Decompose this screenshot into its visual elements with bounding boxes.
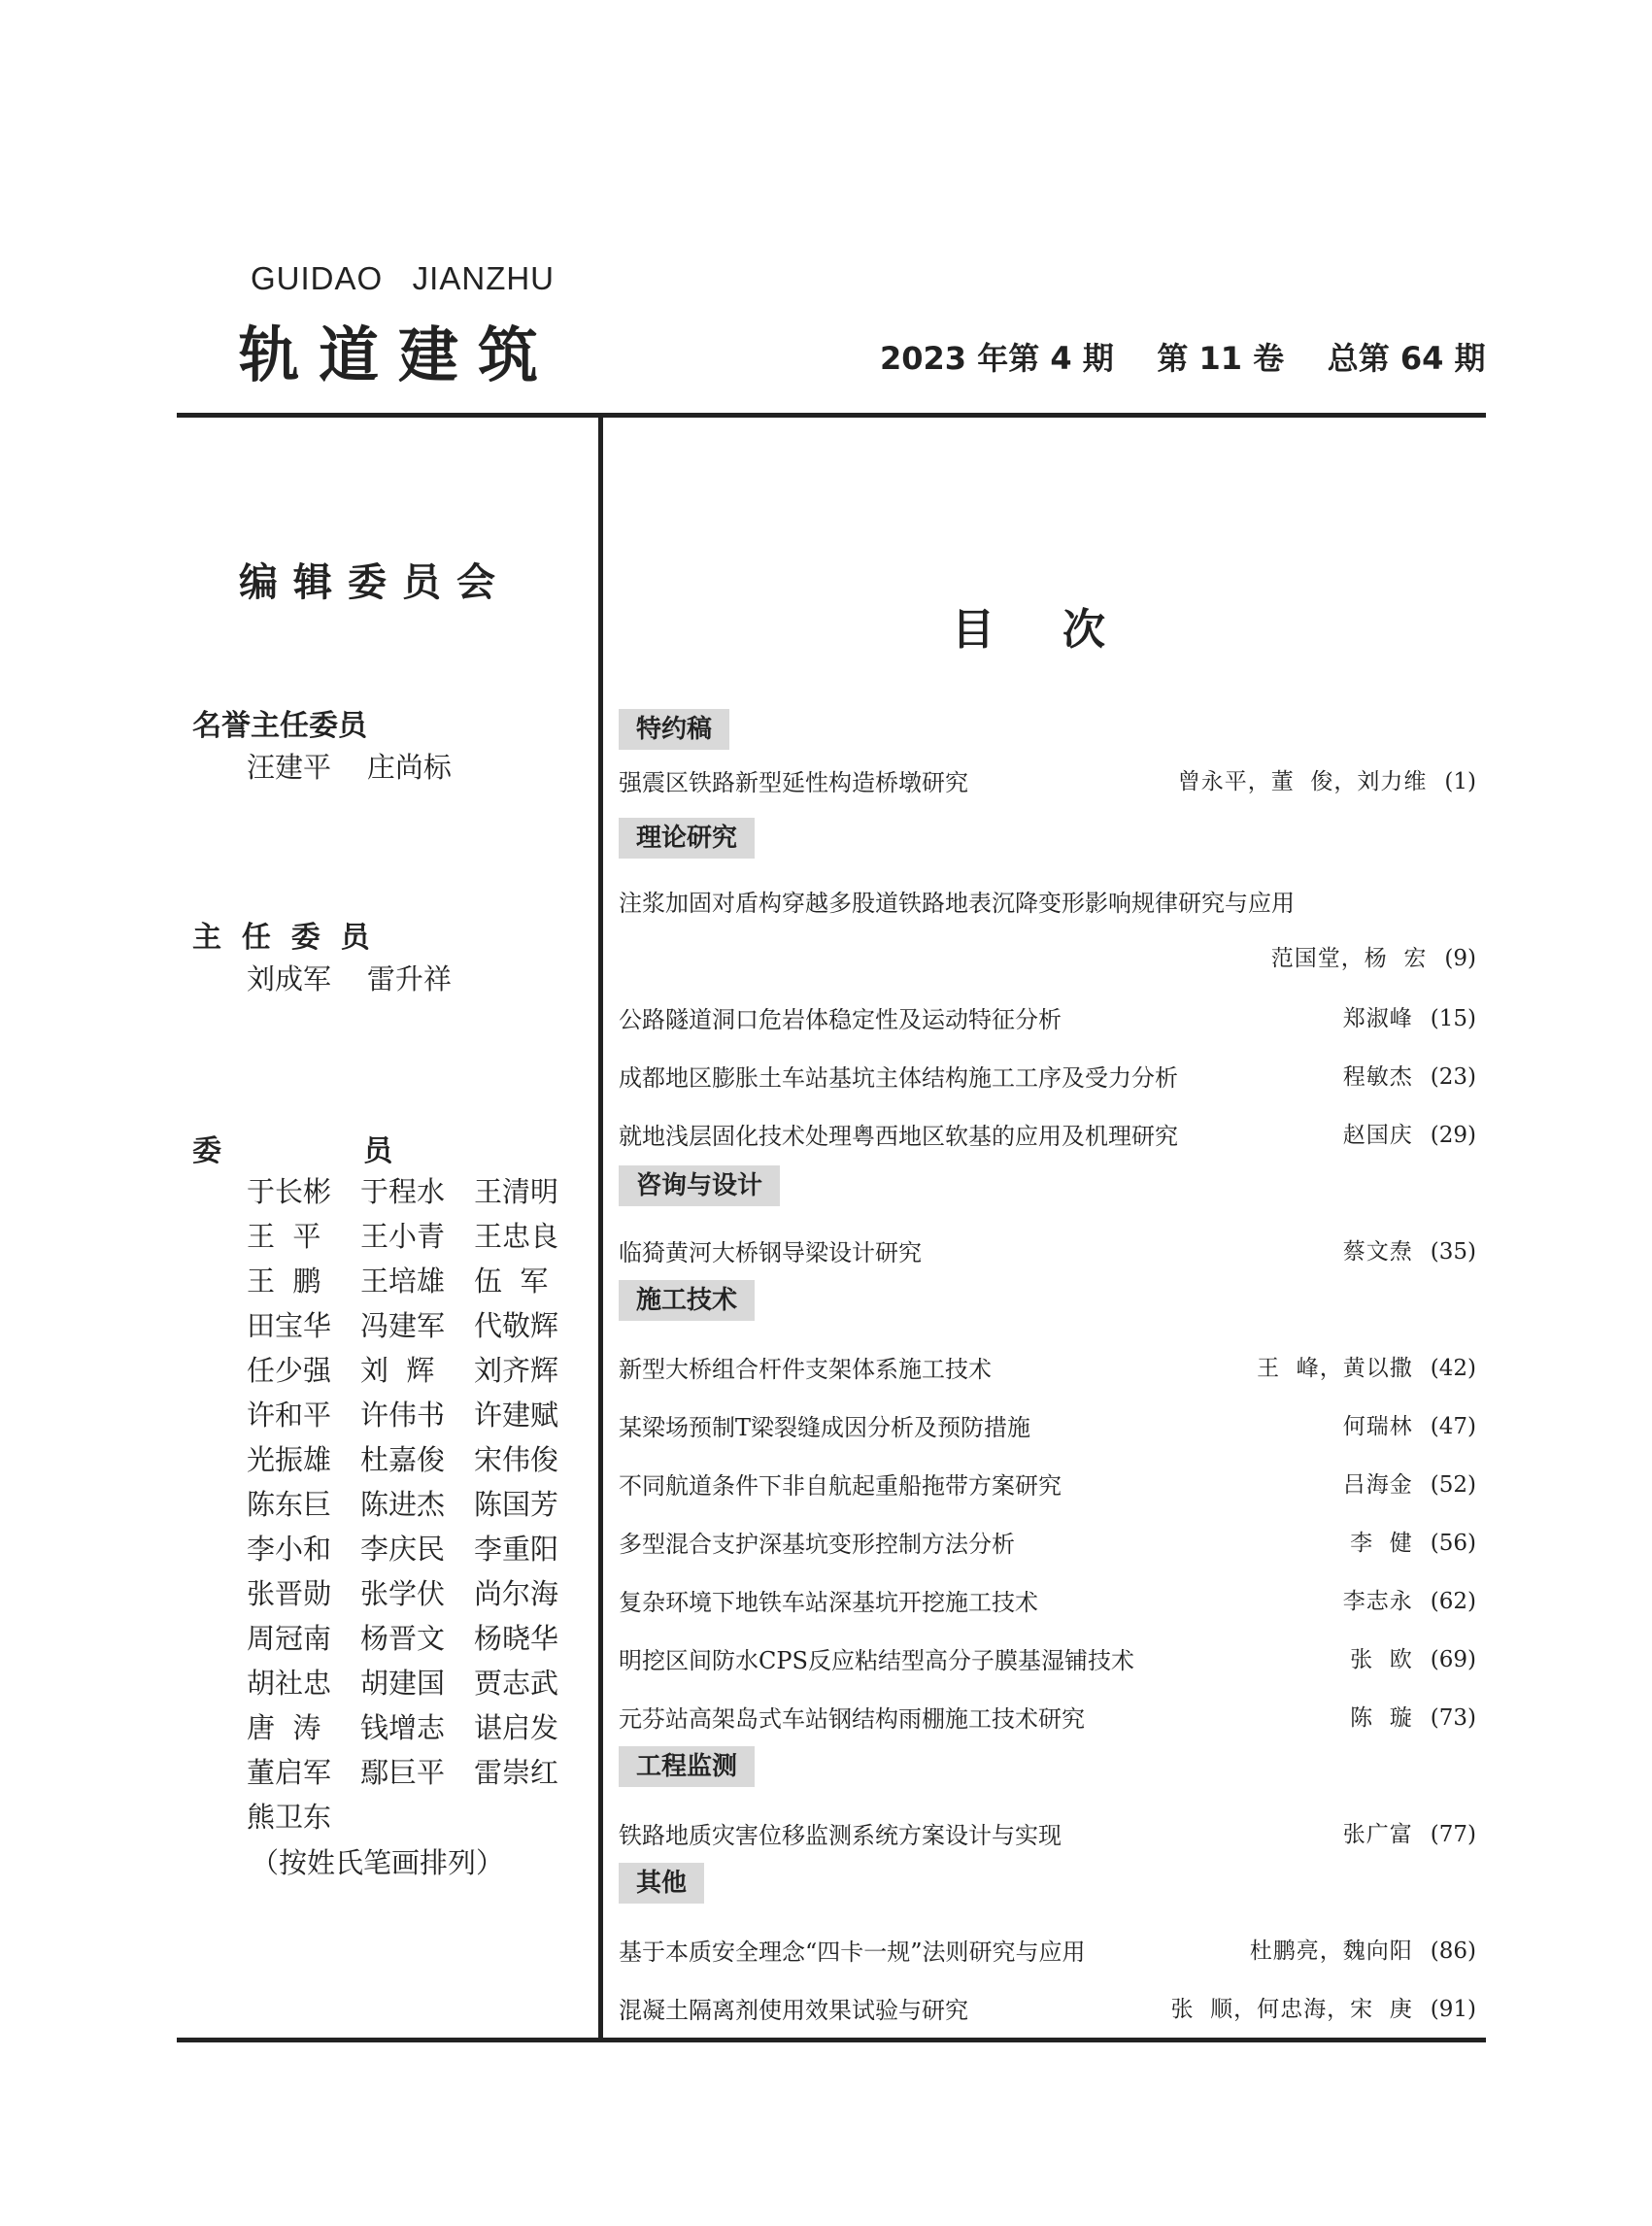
bottom-rule bbox=[177, 2038, 1486, 2042]
toc-entry-meta bbox=[1178, 763, 1476, 795]
member-name: 胡社忠 bbox=[247, 1667, 332, 1700]
toc-entry-page: (15) bbox=[1430, 1006, 1476, 1031]
toc-entry-title[interactable]: 基于本质安全理念“四卡一规”法则研究与应用 bbox=[619, 1939, 1086, 1966]
toc-entry-authors: 张广富 bbox=[1342, 1822, 1413, 1847]
committee-title: 编辑委员会 bbox=[239, 560, 511, 605]
toc-entry-meta bbox=[1350, 1525, 1476, 1557]
member-name: 于程水 bbox=[360, 1175, 446, 1208]
member-name: 冯建军 bbox=[360, 1309, 446, 1342]
member-name: 张学伏 bbox=[360, 1577, 446, 1610]
toc-entry-meta bbox=[1343, 1583, 1476, 1615]
toc-section-tag: 特约稿 bbox=[619, 709, 729, 750]
member-name: 宋伟俊 bbox=[474, 1443, 559, 1476]
member-name: 陈进杰 bbox=[360, 1488, 446, 1521]
director-label: 主 任 委 员 bbox=[192, 921, 370, 955]
toc-section-tag: 咨询与设计 bbox=[619, 1165, 780, 1206]
toc-entry-title[interactable]: 多型混合支护深基坑变形控制方法分析 bbox=[619, 1531, 1015, 1558]
toc-entry-authors: 张 顺，何忠海，宋 庚 bbox=[1170, 1997, 1413, 2022]
toc-entry-authors: 程敏杰 bbox=[1342, 1064, 1413, 1090]
member-name: 许建赋 bbox=[474, 1399, 559, 1432]
toc-entry-page: (29) bbox=[1430, 1123, 1476, 1148]
member-name: 伍 军 bbox=[474, 1265, 549, 1298]
member-name: 唐 涛 bbox=[247, 1711, 321, 1744]
member-name: 许伟书 bbox=[360, 1399, 446, 1432]
member-name: 鄢巨平 bbox=[360, 1756, 446, 1789]
toc-entry-title[interactable]: 新型大桥组合杆件支架体系施工技术 bbox=[619, 1356, 992, 1383]
members-grid bbox=[247, 1169, 577, 1839]
toc-entry-title[interactable]: 明挖区间防水CPS反应粘结型高分子膜基湿铺技术 bbox=[619, 1647, 1134, 1674]
issue-info: 2023 年第 4 期 第 11 卷 总第 64 期 bbox=[880, 340, 1486, 377]
toc-entry-page: (73) bbox=[1430, 1705, 1476, 1731]
toc-entry-title[interactable]: 就地浅层固化技术处理粤西地区软基的应用及机理研究 bbox=[619, 1123, 1178, 1150]
toc-entry-meta bbox=[1250, 1933, 1476, 1965]
toc-entry-meta bbox=[1350, 1641, 1476, 1673]
order-note: （按姓氏笔画排列） bbox=[251, 1846, 505, 1879]
member-name: 杨晓华 bbox=[474, 1622, 559, 1655]
column-divider bbox=[598, 418, 603, 2038]
member-name: 田宝华 bbox=[247, 1309, 332, 1342]
member-name: 雷崇红 bbox=[474, 1756, 559, 1789]
toc-entry-meta bbox=[1343, 1059, 1476, 1091]
toc-entry-meta bbox=[1343, 1233, 1476, 1265]
toc-entry-meta bbox=[1171, 1991, 1476, 2023]
member-name: 钱增志 bbox=[360, 1711, 446, 1744]
toc-entry-authors: 蔡文焘 bbox=[1342, 1239, 1413, 1265]
toc-entry-title[interactable]: 不同航道条件下非自航起重船拖带方案研究 bbox=[619, 1472, 1062, 1500]
toc-entry-authors: 王 峰，黄以撒 bbox=[1257, 1356, 1413, 1381]
toc-entry-page: (91) bbox=[1430, 1997, 1476, 2022]
member-name: 李庆民 bbox=[360, 1533, 446, 1566]
member-name: 王小青 bbox=[360, 1220, 446, 1253]
toc-entry-authors: 赵国庆 bbox=[1342, 1123, 1413, 1148]
toc-entry-page: (35) bbox=[1430, 1239, 1476, 1265]
pinyin-title: GUIDAO JIANZHU bbox=[251, 260, 556, 296]
honorary-names: 汪建平 庄尚标 bbox=[247, 751, 452, 784]
toc-entry-meta bbox=[1343, 1000, 1476, 1032]
director-names: 刘成军 雷升祥 bbox=[247, 962, 452, 995]
toc-entry-page: (9) bbox=[1444, 946, 1476, 971]
toc-section-tag: 施工技术 bbox=[619, 1280, 755, 1321]
toc-entry-title[interactable]: 某梁场预制T梁裂缝成因分析及预防措施 bbox=[619, 1414, 1031, 1441]
toc-entry-page: (23) bbox=[1430, 1064, 1476, 1090]
member-name: 王培雄 bbox=[360, 1265, 446, 1298]
toc-entry-meta bbox=[1343, 1467, 1476, 1499]
member-name: 董启军 bbox=[247, 1756, 332, 1789]
member-name: 刘齐辉 bbox=[474, 1354, 559, 1387]
honorary-label: 名誉主任委员 bbox=[192, 709, 367, 743]
toc-entry-authors: 曾永平，董 俊，刘力维 bbox=[1177, 769, 1428, 794]
toc-section-tag: 理论研究 bbox=[619, 818, 755, 859]
toc-entry-meta bbox=[1271, 940, 1476, 972]
toc-entry-meta bbox=[1343, 1117, 1476, 1149]
toc-entry-page: (42) bbox=[1430, 1356, 1476, 1381]
toc-entry-title[interactable]: 成都地区膨胀土车站基坑主体结构施工工序及受力分析 bbox=[619, 1064, 1178, 1092]
member-name: 胡建国 bbox=[360, 1667, 446, 1700]
toc-entry-page: (47) bbox=[1430, 1414, 1476, 1439]
toc-entry-authors: 吕海金 bbox=[1342, 1472, 1413, 1498]
member-name: 杨晋文 bbox=[360, 1622, 446, 1655]
toc-entry-meta bbox=[1343, 1408, 1476, 1440]
member-name: 杜嘉俊 bbox=[360, 1443, 446, 1476]
member-name: 周冠南 bbox=[247, 1622, 332, 1655]
toc-entry-title[interactable]: 注浆加固对盾构穿越多股道铁路地表沉降变形影响规律研究与应用 bbox=[619, 890, 1295, 917]
toc-entry-page: (52) bbox=[1430, 1472, 1476, 1498]
member-name: 刘 辉 bbox=[360, 1354, 435, 1387]
toc-entry-meta bbox=[1257, 1350, 1476, 1382]
toc-entry-title[interactable]: 复杂环境下地铁车站深基坑开挖施工技术 bbox=[619, 1589, 1038, 1616]
toc-entry-title[interactable]: 强震区铁路新型延性构造桥墩研究 bbox=[619, 769, 968, 796]
member-name: 谌启发 bbox=[474, 1711, 559, 1744]
member-name: 光振雄 bbox=[247, 1443, 332, 1476]
toc-entry-page: (86) bbox=[1430, 1939, 1476, 1964]
member-name: 陈东巨 bbox=[247, 1488, 332, 1521]
member-name: 任少强 bbox=[247, 1354, 332, 1387]
top-rule bbox=[177, 413, 1486, 418]
toc-entry-authors: 陈 璇 bbox=[1350, 1705, 1413, 1731]
member-name: 王忠良 bbox=[474, 1220, 559, 1253]
toc-entry-title[interactable]: 公路隧道洞口危岩体稳定性及运动特征分析 bbox=[619, 1006, 1062, 1033]
toc-entry-page: (1) bbox=[1444, 769, 1476, 794]
toc-entry-authors: 李 健 bbox=[1350, 1531, 1413, 1556]
member-name: 贾志武 bbox=[474, 1667, 559, 1700]
toc-entry-title[interactable]: 铁路地质灾害位移监测系统方案设计与实现 bbox=[619, 1822, 1062, 1849]
toc-entry-meta bbox=[1350, 1700, 1476, 1732]
member-name: 尚尔海 bbox=[474, 1577, 559, 1610]
toc-entry-authors: 杜鹏亮，魏向阳 bbox=[1249, 1939, 1413, 1964]
toc-title: 目次 bbox=[952, 605, 1173, 655]
member-name: 熊卫东 bbox=[247, 1801, 332, 1834]
toc-entry-authors: 李志永 bbox=[1342, 1589, 1413, 1614]
toc-entry-page: (77) bbox=[1430, 1822, 1476, 1847]
toc-entry-page: (62) bbox=[1430, 1589, 1476, 1614]
member-name: 陈国芳 bbox=[474, 1488, 559, 1521]
toc-entry-title[interactable]: 元芬站高架岛式车站钢结构雨棚施工技术研究 bbox=[619, 1705, 1085, 1733]
member-name: 于长彬 bbox=[247, 1175, 332, 1208]
toc-entry-authors: 郑淑峰 bbox=[1342, 1006, 1413, 1031]
toc-entry-title[interactable]: 混凝土隔离剂使用效果试验与研究 bbox=[619, 1997, 968, 2024]
toc-entry-page: (69) bbox=[1430, 1647, 1476, 1672]
members-label: 委 员 bbox=[192, 1134, 393, 1168]
toc-entry-page: (56) bbox=[1430, 1531, 1476, 1556]
member-name: 王清明 bbox=[474, 1175, 559, 1208]
toc-entry-authors: 范国堂，杨 宏 bbox=[1270, 946, 1428, 971]
toc-section-tag: 其他 bbox=[619, 1863, 704, 1904]
journal-title: 轨道建筑 bbox=[239, 320, 558, 390]
member-name: 李重阳 bbox=[474, 1533, 559, 1566]
member-name: 李小和 bbox=[247, 1533, 332, 1566]
member-name: 许和平 bbox=[247, 1399, 332, 1432]
toc-entry-authors: 张 欧 bbox=[1350, 1647, 1413, 1672]
member-name: 张晋勋 bbox=[247, 1577, 332, 1610]
member-name: 代敬辉 bbox=[474, 1309, 559, 1342]
toc-entry-title[interactable]: 临猗黄河大桥钢导梁设计研究 bbox=[619, 1239, 922, 1266]
member-name: 王 平 bbox=[247, 1220, 321, 1253]
toc-entry-authors: 何瑞林 bbox=[1342, 1414, 1413, 1439]
toc-section-tag: 工程监测 bbox=[619, 1746, 755, 1787]
member-name: 王 鹏 bbox=[247, 1265, 321, 1298]
toc-entry-meta bbox=[1343, 1816, 1476, 1848]
